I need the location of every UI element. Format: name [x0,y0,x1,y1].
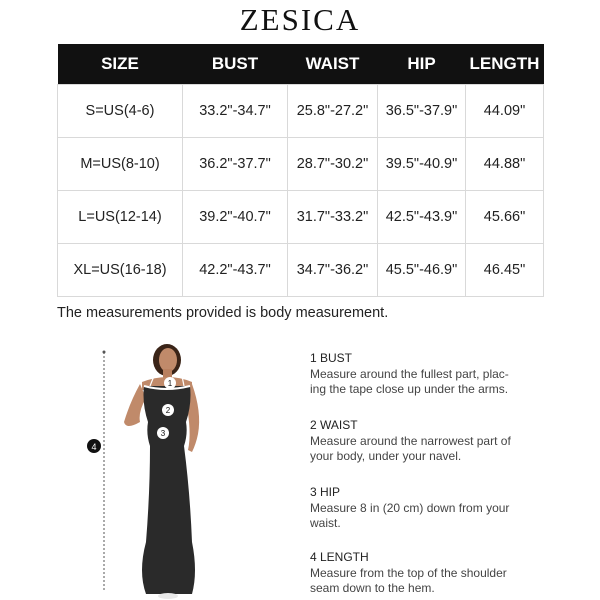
cell-bust: 39.2"-40.7" [183,191,288,244]
cell-waist: 34.7"-36.2" [288,244,378,297]
table-row [58,244,544,297]
cell-length: 46.45" [466,244,544,297]
header-waist: WAIST [288,44,378,85]
table-row [58,85,544,138]
cell-bust: 36.2"-37.7" [183,138,288,191]
instruction-hip [310,485,550,531]
cell-bust: 42.2"-43.7" [183,244,288,297]
waist-marker-label: 2 [165,406,171,415]
cell-size: M=US(8-10) [58,138,183,191]
cell-waist: 31.7"-33.2" [288,191,378,244]
model-left-arm [124,384,146,426]
cell-size: XL=US(16-18) [58,244,183,297]
model-neck [163,369,172,378]
cell-hip: 39.5"-40.9" [378,138,466,191]
header-hip: HIP [378,44,466,85]
cell-size: L=US(12-14) [58,191,183,244]
model-dress [142,386,195,594]
cell-size: S=US(4-6) [58,85,183,138]
measurement-note: The measurements provided is body measurement. [57,305,389,321]
cell-length: 44.88" [466,138,544,191]
instruction-title: 4 LENGTH [310,550,369,564]
size-chart-table [57,44,544,297]
header-size: SIZE [58,44,183,85]
instruction-line: Measure around the narrowest part of [310,434,511,448]
instruction-line: your body, under your navel. [310,449,462,463]
hip-marker-label: 3 [160,429,166,438]
bust-marker-label: 1 [167,379,173,388]
cell-length: 45.66" [466,191,544,244]
cell-hip: 42.5"-43.9" [378,191,466,244]
instruction-waist [310,418,550,464]
instruction-line: Measure 8 in (20 cm) down from your [310,501,510,515]
cell-hip: 36.5"-37.9" [378,85,466,138]
instruction-line: Measure from the top of the shoulder [310,566,507,580]
header-bust: BUST [183,44,288,85]
cell-bust: 33.2"-34.7" [183,85,288,138]
instruction-bust [310,351,550,397]
instruction-title: 1 BUST [310,351,353,365]
instruction-title: 3 HIP [310,485,341,499]
cell-waist: 28.7"-30.2" [288,138,378,191]
instruction-title: 2 WAIST [310,418,358,432]
header-length: LENGTH [466,44,544,85]
length-line-top-cap [103,351,106,354]
model-head [159,348,177,372]
instruction-line: waist. [310,516,341,530]
length-marker-label: 4 [91,442,97,452]
model-figure [80,342,230,600]
brand-logo: ZESICA [239,2,361,37]
cell-hip: 45.5"-46.9" [378,244,466,297]
table-header-row [58,44,544,85]
table-row [58,138,544,191]
instruction-line: ing the tape close up under the arms. [310,382,509,396]
table-row [58,191,544,244]
instruction-length [310,550,550,596]
cell-waist: 25.8"-27.2" [288,85,378,138]
instruction-line: Measure around the fullest part, plac- [310,367,509,381]
instruction-line: seam down to the hem. [310,581,435,595]
cell-length: 44.09" [466,85,544,138]
model-feet [158,593,178,599]
